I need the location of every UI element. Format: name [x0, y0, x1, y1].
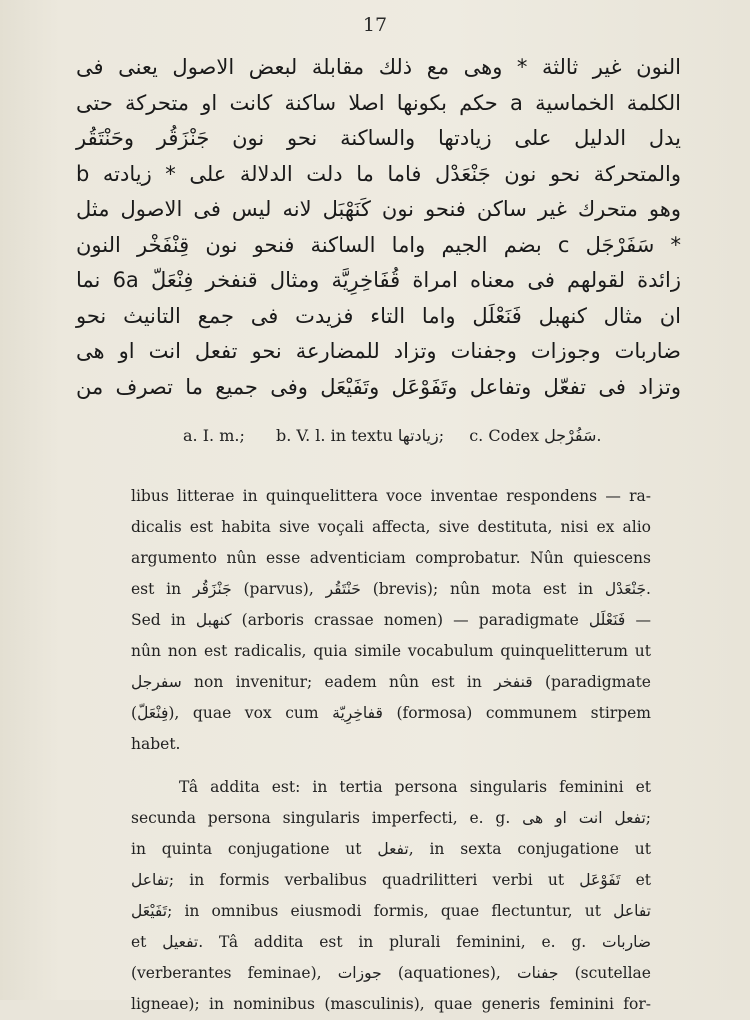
latin-text: (formosa) communem stirpem	[396, 704, 651, 722]
latin-line: ligneae); in nominibus (masculinis), quae generis feminini for-	[131, 995, 651, 1013]
arabic-text-block	[76, 50, 681, 405]
footnote-b-text: b. V. l. in textu	[275, 426, 393, 445]
latin-line: argumento nûn esse adventiciam comprobatur. Nûn quiescens	[131, 549, 651, 567]
arabic-word: كنهبل	[195, 611, 232, 629]
latin-line: libus litterae in quinquelittera voce inventae respondens — ra-	[131, 487, 651, 505]
arabic-word: سفرجل	[131, 673, 182, 691]
latin-line: nûn non est radicalis, quia simile vocabulum quinquelitterum ut	[131, 642, 651, 660]
latin-text: (verberantes feminae),	[131, 964, 322, 982]
latin-text: (arboris crassae nomen) — paradigmate	[241, 611, 579, 629]
paragraph-gap	[131, 760, 651, 772]
arabic-word: جفنات	[517, 964, 559, 982]
arabic-line: يدل الدليل على زيادتها والساكنة نحو نون جَنْزَقُر وحَنْتَقُر	[76, 126, 681, 150]
latin-line: (فِنْعَلّ), quae vox cum قفاخِرِيّة (formosa) communem stirpem	[131, 704, 651, 722]
footnotes	[75, 421, 675, 451]
arabic-word: جَنْعَدْل	[604, 580, 647, 598]
arabic-word: حَنْتَقُر	[325, 580, 361, 598]
arabic-line: وتزاد فى تفعّل وتفاعل وتَفَوْعَل وتَفَيْعَل وفى جميع ما تصرف من	[76, 374, 681, 399]
footnote-c-text: c. Codex	[469, 426, 539, 445]
arabic-line: النون غير ثالثة * وهى مع ذلك مقابلة لبعض الاصول يعنى فى	[76, 55, 681, 79]
arabic-word: تفعل انت او هى	[522, 809, 646, 827]
latin-text: et	[131, 933, 147, 951]
arabic-word: تفاعل	[131, 871, 169, 889]
latin-line	[131, 896, 651, 927]
footnote-c-punct: .	[596, 426, 602, 445]
latin-text: in quinta conjugatione ut	[131, 840, 362, 858]
latin-text: non invenitur; eadem nûn est in	[194, 673, 482, 691]
latin-text: —	[635, 611, 651, 629]
latin-text: ;	[645, 809, 651, 827]
latin-text: est in	[131, 580, 182, 598]
arabic-line: والمتحركة نحو نون جَنْعَدْل فاما ما دلت الدلالة على * زيادته b	[76, 161, 681, 186]
latin-text: ; in omnibus eiusmodi formis, quae flectuntur, ut	[167, 902, 601, 920]
latin-line	[131, 574, 651, 605]
latin-text: (paradigmate	[544, 673, 651, 691]
latin-line	[131, 958, 651, 989]
latin-line: habet.	[131, 735, 181, 753]
latin-line	[131, 605, 651, 636]
latin-line: Tâ addita est: in tertia persona singularis feminini et	[179, 778, 651, 796]
arabic-word: جَنْزَقُر	[192, 580, 232, 598]
latin-text: Sed in	[131, 611, 186, 629]
arabic-line: ضاربات وجوزات وجفنات وتزاد للمضارعة نحو تفعل انت او هى	[76, 339, 681, 363]
arabic-word: قنفخر	[494, 673, 533, 691]
footnote-b	[276, 421, 444, 451]
arabic-word: فَنَعْلَل	[588, 611, 626, 629]
latin-text: et	[635, 871, 651, 889]
arabic-line: * سَفَرْجَل c بضم الجيم واما الساكنة فنحو نون قِنْفَخْر النون	[76, 232, 681, 257]
latin-text: secunda persona singularis imperfecti, e. g.	[131, 809, 511, 827]
arabic-line: ان مثال كنهبل فَنَعْلَل واما التاء فزيدت فى جمع التانيث نحو	[76, 303, 681, 328]
latin-line	[131, 803, 651, 834]
footnote-b-punct: ;	[438, 426, 445, 445]
arabic-line: زائدة لقولهم فى معناه امراة قُفَاخِرِيَّة ومثال قنفخر فِنْعَلّ 6a نما	[76, 268, 681, 292]
arabic-word: تَفَيْعَل	[131, 902, 168, 920]
latin-line	[131, 667, 651, 698]
arabic-line: وهو متحرك غير ساكن فنحو نون كَنَهْبَل لانه ليس فى الاصول مثل	[76, 197, 681, 221]
arabic-word: تَفَوْعَل	[579, 871, 621, 889]
arabic-word: جوزات	[337, 964, 382, 982]
latin-text: (brevis); nûn mota est in	[372, 580, 594, 598]
latin-text: ), quae vox cum	[168, 704, 319, 722]
latin-line: dicalis est habita sive voçali affecta, sive destituta, nisi ex alio	[131, 518, 651, 536]
latin-translation-block	[131, 481, 651, 1020]
latin-text: . Tâ addita est in plurali feminini, e. g.	[198, 933, 587, 951]
arabic-word: قفاخِرِيّة	[332, 704, 383, 722]
arabic-word: ضاربات	[601, 933, 651, 951]
arabic-word: تفعل	[377, 840, 409, 858]
latin-text: (scutellae	[574, 964, 651, 982]
footnote-c	[469, 421, 601, 451]
arabic-word: تفاعل	[613, 902, 651, 920]
footnote-c-arabic: سَفُرْجل	[544, 426, 597, 445]
footnote-b-arabic: زيادتها	[397, 426, 439, 445]
latin-line	[131, 927, 651, 958]
arabic-word: فِنْعَلّ	[137, 704, 169, 722]
arabic-word: تفعيل	[162, 933, 199, 951]
footnote-a: a. I. m.;	[183, 426, 245, 445]
arabic-line: الكلمة الخماسية a حكم بكونها اصلا ساكنة كانت او متحركة حتى	[76, 90, 681, 115]
latin-text: , in sexta conjugatione ut	[408, 840, 651, 858]
latin-text: (parvus),	[243, 580, 314, 598]
page-number: 17	[362, 14, 388, 36]
latin-text: (aquationes),	[397, 964, 501, 982]
latin-line	[131, 834, 651, 865]
latin-text: .	[646, 580, 651, 598]
latin-line	[131, 865, 651, 896]
latin-text: ; in formis verbalibus quadrilitteri verbi ut	[168, 871, 565, 889]
